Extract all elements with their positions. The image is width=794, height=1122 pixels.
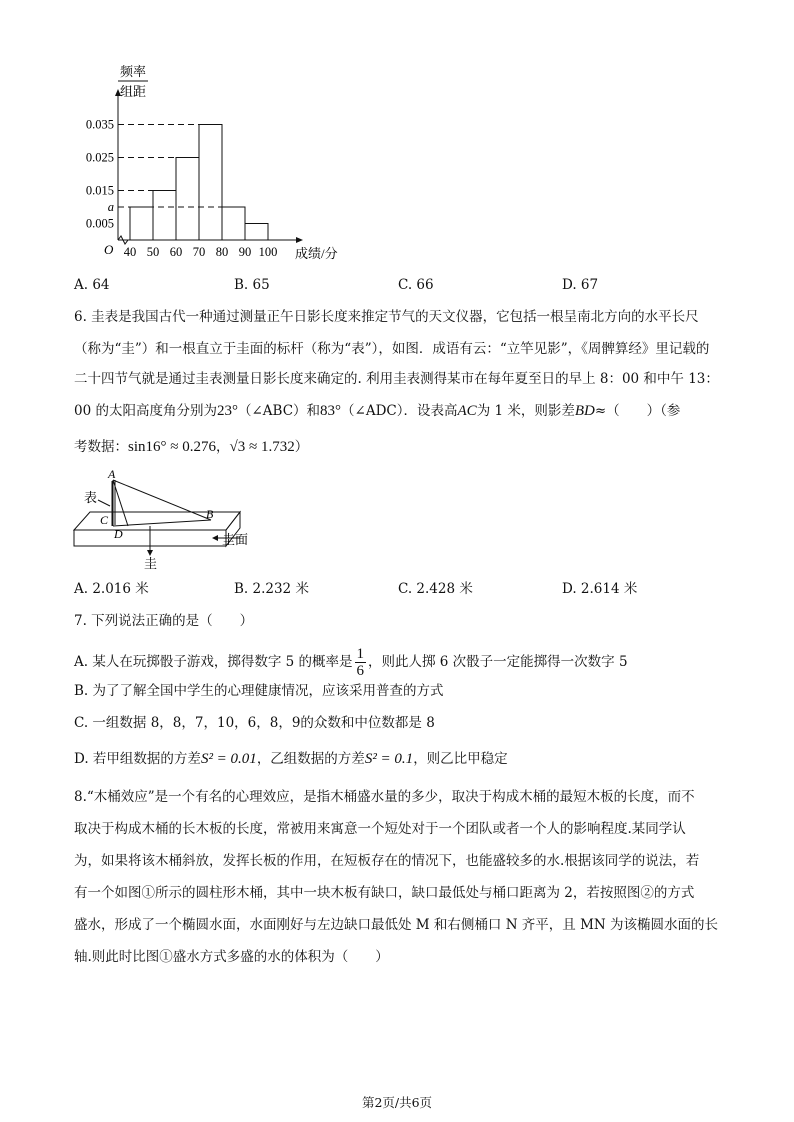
y-tick-label: 0.025: [85, 150, 114, 165]
q7-option-c: C. 一组数据 8，8，7，10，6，8，9的众数和中位数都是 8: [74, 715, 435, 731]
q6-angle-abc-value: 23°: [216, 403, 238, 419]
q5-option-d: D. 67: [562, 277, 599, 293]
q7-text: ，则乙比甲稳定: [413, 751, 508, 767]
q6-option-a: A. 2.016 米: [74, 581, 149, 597]
histogram-bar: [130, 207, 153, 240]
q6-angle-adc-name: （∠ADC）: [341, 403, 404, 419]
q7-option-b: B. 为了了解全国中学生的心理健康情况，应该采用普查的方式: [74, 683, 444, 699]
origin-label: O: [104, 242, 114, 257]
q8-line-1: 8.“木桶效应”是一个有名的心理效应，是指木桶盛水量的多少，取决于构成木桶的最短木板的长度，而不: [74, 789, 695, 805]
q5-option-a: A. 64: [74, 277, 110, 293]
q6-stem-line-3: 二十四节气就是通过圭表测量日影长度来确定的. 利用圭表测得某市在每年夏至日的早上 8：00 和中午 13：: [74, 371, 719, 387]
point-c-label: C: [100, 513, 109, 527]
q7-fraction-num: 1: [356, 646, 365, 662]
histogram-bar: [176, 158, 199, 241]
q6-option-c: C. 2.428 米: [398, 581, 473, 597]
point-a-label: A: [108, 467, 116, 481]
q6-angle-abc-name: （∠ABC）: [237, 403, 307, 419]
q7-text: D. 若甲组数据的方差: [74, 751, 201, 767]
q6-angle-adc-value: 83°: [320, 403, 342, 419]
q6-text: ≈（ ）（参: [594, 403, 681, 419]
q6-option-d: D. 2.614 米: [562, 581, 638, 597]
q7-variance-1: S² = 0.01: [200, 751, 257, 767]
point-b-label: B: [206, 507, 214, 521]
q7-option-d: [74, 750, 508, 768]
q8-line-5: 盛水，形成了一个椭圆水面，水面刚好与左边缺口最低处 M 和右侧桶口 N 齐平，且 MN 为该椭圆水面的长: [74, 917, 719, 933]
guimian-label: 圭面: [222, 532, 249, 547]
x-axis-title: 成绩/分: [295, 246, 338, 261]
q6-stem-line-4: [74, 402, 680, 420]
q5-option-b: B. 65: [234, 277, 270, 293]
q6-option-b: B. 2.232 米: [234, 581, 309, 597]
q7-fraction-den: 6: [356, 663, 365, 679]
q5-option-c: C. 66: [398, 277, 434, 293]
x-tick-label: 100: [258, 245, 278, 259]
q6-bd: BD: [574, 403, 595, 419]
q6-ref-sin: sin16° ≈ 0.276: [128, 439, 216, 455]
x-tick-label: 70: [192, 245, 206, 259]
q6-text: ）: [294, 439, 309, 455]
x-tick-label: 50: [146, 245, 160, 259]
q6-ac: AC: [457, 403, 477, 419]
q7-option-a: [74, 646, 628, 679]
x-tick-label: 90: [238, 245, 252, 259]
histogram-bar: [153, 191, 176, 241]
q6-text: 00 的太阳高度角分别为: [74, 403, 217, 419]
y-tick-label: 0.005: [85, 216, 114, 231]
x-tick-label: 40: [123, 245, 137, 259]
q6-text: 考数据：: [74, 439, 128, 455]
x-axis-arrow-icon: [296, 237, 303, 243]
q6-text: ．设表高: [403, 403, 458, 419]
q6-text: 为 1 米，则影差: [476, 403, 575, 419]
q7-text: ，乙组数据的方差: [256, 751, 365, 767]
histogram-bar: [199, 125, 222, 241]
page-footer: 第2页/共6页: [361, 1095, 433, 1110]
q7-stem: 7. 下列说法正确的是（ ）: [74, 613, 254, 629]
q8-line-4: 有一个如图①所示的圆柱形木桶，其中一块木板有缺口，缺口最低处与桶口距离为 2，若按照图②的方式: [74, 885, 695, 901]
gnomon-figure: [70, 466, 260, 572]
q6-stem-line-1: 6. 圭表是我国古代一种通过测量正午日影长度来推定节气的天文仪器，它包括一根呈南北方向的水平长尺: [74, 309, 699, 325]
q7-fraction: [355, 646, 367, 679]
q6-text: ，: [216, 439, 230, 455]
y-axis-title-bottom: 组距: [120, 84, 147, 99]
histogram-bar: [222, 207, 245, 240]
y-tick-label: 0.015: [85, 183, 114, 198]
x-tick-label: 80: [215, 245, 229, 259]
q6-ref-sqrt3: √3 ≈ 1.732: [229, 439, 295, 455]
q7-variance-2: S² = 0.1: [364, 751, 414, 767]
q8-line-6: 轴.则此时比图①盛水方式多盛的水的体积为（ ）: [74, 949, 389, 965]
biao-label: 表: [84, 490, 98, 505]
histogram-chart: [60, 60, 380, 270]
q7-text: A. 某人在玩掷骰子游戏，掷得数字 5 的概率是: [74, 654, 353, 670]
q8-line-3: 为，如果将该木桶斜放，发挥长板的作用，在短板存在的情况下，也能盛较多的水.根据该同学的说法，若: [74, 853, 700, 869]
q7-text: ，则此人掷 6 次骰子一定能掷得一次数字 5: [368, 654, 628, 670]
q8-line-2: 取决于构成木桶的长木板的长度，常被用来寓意一个短处对于一个团队或者一个人的影响程度.某同学认: [74, 821, 686, 837]
histogram-bar: [245, 224, 268, 241]
q6-text: 和: [306, 403, 321, 419]
point-d-label: D: [114, 527, 123, 541]
x-tick-label: 60: [169, 245, 183, 259]
arrow-left-icon: [212, 535, 218, 541]
y-tick-label: a: [107, 200, 114, 214]
gui-label: 圭: [144, 556, 158, 571]
y-axis-title-top: 频率: [120, 64, 147, 79]
y-tick-label: 0.035: [85, 117, 114, 132]
q6-stem-line-5: [74, 438, 308, 456]
q6-stem-line-2: （称为“圭”）和一根直立于圭面的标杆（称为“表”），如图．成语有云：“立竿见影”，《周髀算经》里记载的: [74, 341, 710, 357]
